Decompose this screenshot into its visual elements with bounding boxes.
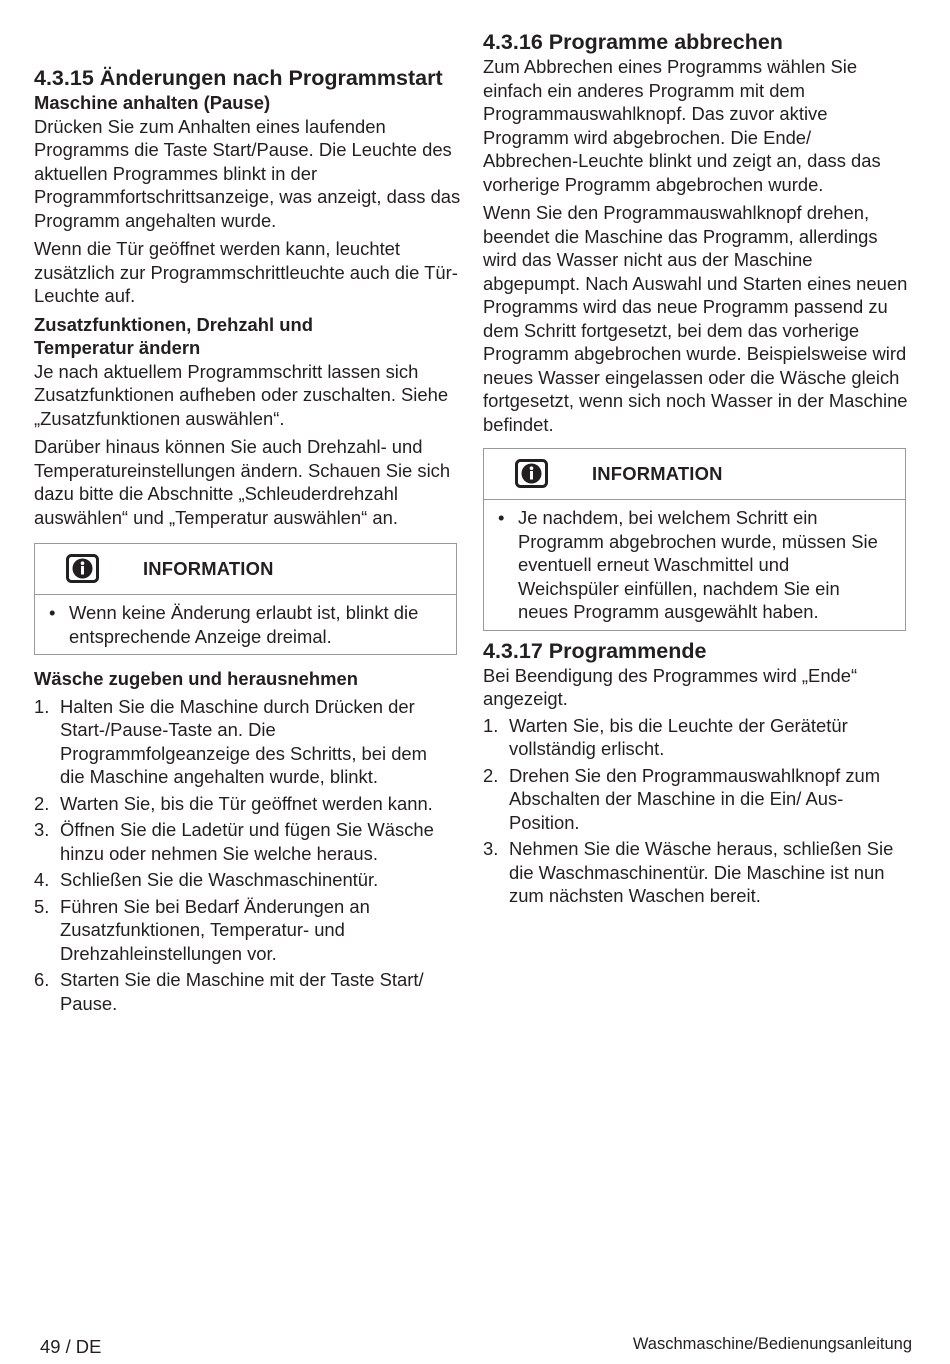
- right-column: [483, 0, 909, 911]
- options-paragraph-2: Darüber hinaus können Sie auch Drehzahl- und Temperatureinstellungen ändern. Schauen Sie sich dazu bitte die Abschnitte „Schleuderdrehzahl auswählen“ und „Temperatur auswählen“ an.: [34, 436, 451, 528]
- list-item: [34, 695, 464, 789]
- info-bullet: [49, 601, 444, 648]
- info-box-body: [35, 595, 456, 654]
- list-item: [34, 968, 464, 1015]
- step-number: 2.: [34, 792, 50, 814]
- step-text: Nehmen Sie die Wäsche heraus, schließen Sie die Waschmaschinentür. Die Maschine ist nun zum nächsten Waschen bereit.: [509, 838, 894, 906]
- page-number: 49 / DE: [40, 1336, 102, 1357]
- info-box-body: [484, 500, 905, 630]
- info-icon: [515, 459, 548, 488]
- end-intro: Bei Beendigung des Programmes wird „Ende“ angezeigt.: [483, 664, 858, 709]
- info-bullet-text: Je nachdem, bei welchem Schritt ein Programm abgebrochen wurde, müssen Sie eventuell erneut Waschmittel und Weichspüler einfüllen, nachdem Sie ein neues Programm ausgewählt haben.: [518, 507, 878, 622]
- step-text: Führen Sie bei Bedarf Änderungen an Zusatzfunktionen, Temperatur- und Drehzahleinstellungen vor.: [60, 895, 370, 964]
- info-bullet-text: Wenn keine Änderung erlaubt ist, blinkt die entsprechende Anzeige dreimal.: [69, 602, 419, 647]
- step-number: 5.: [34, 895, 50, 917]
- pause-paragraph-1: Drücken Sie zum Anhalten eines laufenden Programms die Taste Start/Pause. Die Leuchte des aktuellen Programmes blinkt in der Programmfortschrittsanzeige, was anzeigt, dass das Programm angehalten wurde.: [34, 115, 461, 231]
- left-column: [34, 0, 464, 1018]
- list-item: [34, 895, 464, 966]
- list-item: [483, 764, 909, 835]
- bullet-dot: •: [498, 507, 505, 528]
- info-box-header: [35, 544, 456, 595]
- step-text: Halten Sie die Maschine durch Drücken der Start-/Pause-Taste an. Die Programmfolgeanzeige des Schritts, bei dem die Maschine angehalten wurde, blinkt.: [60, 695, 427, 787]
- info-box: [34, 543, 457, 655]
- info-box-header: [484, 449, 905, 500]
- document-title: Waschmaschine/Bedienungsanleitung: [632, 1335, 912, 1353]
- step-number: 3.: [34, 819, 50, 840]
- step-text: Öffnen Sie die Ladetür und fügen Sie Wäsche hinzu oder nehmen Sie welche heraus.: [60, 819, 434, 864]
- section-heading-4-3-16: 4.3.16 Programme abbrechen: [483, 30, 783, 54]
- info-icon: [66, 554, 99, 583]
- info-box: [483, 448, 906, 631]
- step-text: Starten Sie die Maschine mit der Taste Start/ Pause.: [60, 969, 424, 1014]
- cancel-paragraph-1: Zum Abbrechen eines Programms wählen Sie einfach ein anderes Programm mit dem Programmauswahlknopf. Das zuvor aktive Programm wird abgebrochen. Die Ende/ Abbrechen-Leuchte blinkt und zeigt an, dass das vorherige Programm abgebrochen wurde.: [483, 56, 881, 195]
- list-item: [34, 792, 464, 816]
- info-box-title: INFORMATION: [592, 463, 723, 484]
- bullet-dot: •: [49, 602, 56, 623]
- step-text: Warten Sie, bis die Tür geöffnet werden kann.: [60, 792, 433, 814]
- list-item: [483, 837, 909, 908]
- laundry-subheading: Wäsche zugeben und herausnehmen: [34, 668, 358, 689]
- step-number: 3.: [483, 838, 499, 859]
- step-number: 6.: [34, 969, 50, 990]
- section-heading-4-3-15: 4.3.15 Änderungen nach Programmstart: [34, 66, 443, 90]
- section-heading-4-3-17: 4.3.17 Programmende: [483, 638, 707, 663]
- cancel-paragraph-2: Wenn Sie den Programmauswahlknopf drehen, beendet die Maschine das Programm, allerdings wird das Wasser nicht aus der Maschine abgepumpt. Nach Auswahl und Starten eines neuen Programms wird das neue Programm passend zu dem Schritt fortgesetzt, bei dem das vorherige Programm abgebrochen wurde. Beispielsweise wird neues Wasser eingelassen oder die Wäsche gleich fortgesetzt, wenn sich noch Wasser in der Maschine befindet.: [483, 202, 908, 435]
- end-steps-list: [483, 714, 909, 908]
- step-text: Schließen Sie die Waschmaschinentür.: [60, 869, 379, 890]
- step-text: Warten Sie, bis die Leuchte der Gerätetür vollständig erlischt.: [509, 714, 848, 759]
- pause-subheading: Maschine anhalten (Pause): [34, 92, 271, 113]
- laundry-steps-list: [34, 695, 464, 1016]
- options-subheading: Zusatzfunktionen, Drehzahl und Temperatur ändern: [34, 313, 313, 358]
- options-paragraph-1: Je nach aktuellem Programmschritt lassen sich Zusatzfunktionen aufheben oder zuschalten. Siehe „Zusatzfunktionen auswählen“.: [34, 360, 449, 429]
- list-item: [34, 818, 464, 865]
- step-number: 1.: [483, 714, 499, 736]
- step-number: 4.: [34, 869, 50, 890]
- step-text: Drehen Sie den Programmauswahlknopf zum Abschalten der Maschine in die Ein/ Aus-Position.: [509, 764, 881, 833]
- pause-paragraph-2: Wenn die Tür geöffnet werden kann, leuchtet zusätzlich zur Programmschrittleuchte auch die Tür-Leuchte auf.: [34, 238, 458, 306]
- list-item: [34, 868, 464, 892]
- info-box-title: INFORMATION: [143, 558, 274, 579]
- step-number: 2.: [483, 764, 499, 786]
- list-item: [483, 714, 909, 761]
- info-bullet: [498, 506, 893, 624]
- step-number: 1.: [34, 695, 50, 717]
